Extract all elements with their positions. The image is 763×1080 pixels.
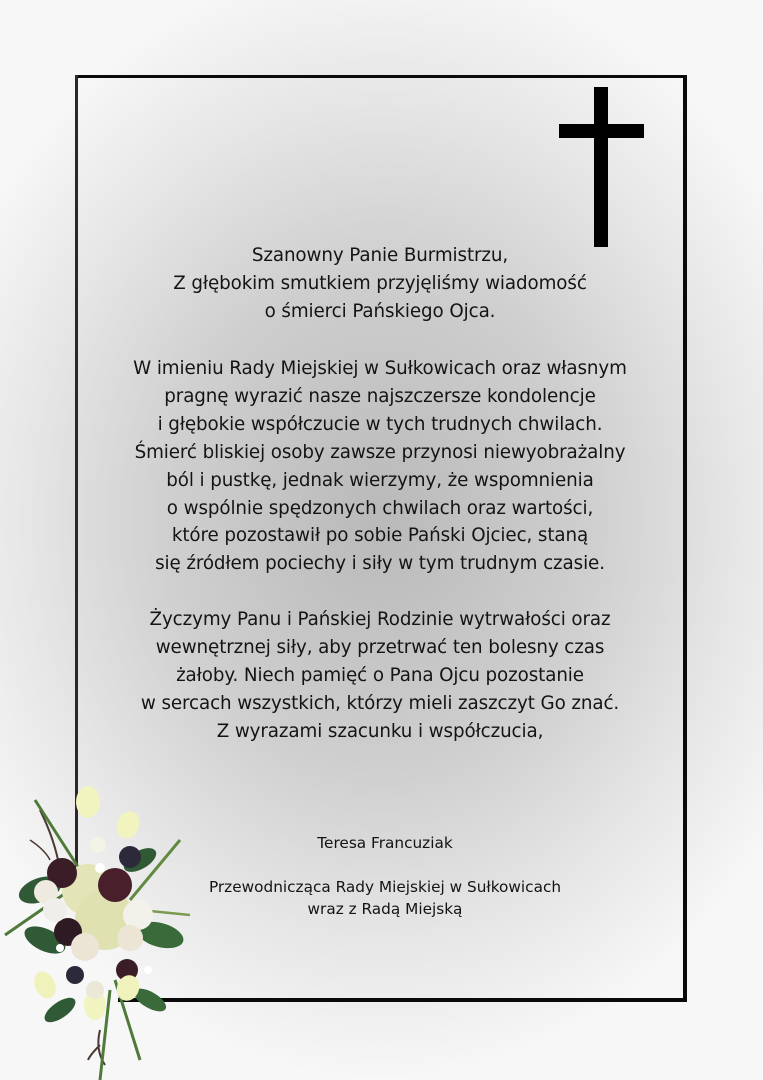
signature-title	[130, 876, 640, 920]
frame-top-border	[76, 75, 687, 78]
signature-title-line: wraz z Radą Miejską	[307, 900, 463, 918]
body-line: i głębokie współczucie w tych trudnych chwilach.	[157, 413, 603, 435]
latin-cross-icon	[559, 87, 644, 247]
body-line: żałoby. Niech pamięć o Pana Ojcu pozostanie	[176, 664, 584, 686]
cross-vertical-bar	[594, 87, 608, 247]
body-line: ból i pustkę, jednak wierzymy, że wspomnienia	[166, 469, 594, 491]
body-line: pragnę wyrazić nasze najszczersze kondolencje	[164, 385, 596, 407]
frame-bottom-border	[118, 998, 687, 1002]
body-line: o wspólnie spędzonych chwilach oraz wartości,	[166, 497, 594, 519]
body-line: w sercach wszystkich, którzy mieli zaszczyt Go znać.	[140, 692, 620, 714]
closing-line: Z wyrazami szacunku i współczucia,	[216, 720, 544, 742]
greeting-line: Z głębokim smutkiem przyjęliśmy wiadomość	[173, 272, 587, 294]
body-paragraph-1	[80, 355, 680, 578]
body-line: wewnętrznej siły, aby przetrwać ten bolesny czas	[155, 636, 605, 658]
body-line: W imieniu Rady Miejskiej w Sułkowicach oraz własnym	[133, 358, 627, 379]
flower-bouquet-icon	[0, 760, 200, 1080]
frame-right-border	[683, 75, 687, 1002]
cross-horizontal-bar	[559, 124, 644, 138]
signature-name: Teresa Francuziak	[317, 834, 453, 852]
body-line: Życzymy Panu i Pańskiej Rodzinie wytrwałości oraz	[149, 609, 611, 630]
body-paragraph-2	[80, 606, 680, 746]
greeting-line: o śmierci Pańskiego Ojca.	[264, 300, 496, 322]
signature-title-line: Przewodnicząca Rady Miejskiej w Sułkowicach	[208, 878, 562, 896]
body-line: Śmierć bliskiej osoby zawsze przynosi niewyobrażalny	[134, 441, 626, 463]
greeting-line: Szanowny Panie Burmistrzu,	[251, 245, 509, 266]
body-line: się źródłem pociechy i siły w tym trudnym czasie.	[155, 553, 605, 575]
frame-left-border	[75, 75, 78, 875]
body-line: które pozostawił po sobie Pański Ojciec, staną	[171, 525, 589, 547]
greeting-block	[80, 242, 680, 326]
